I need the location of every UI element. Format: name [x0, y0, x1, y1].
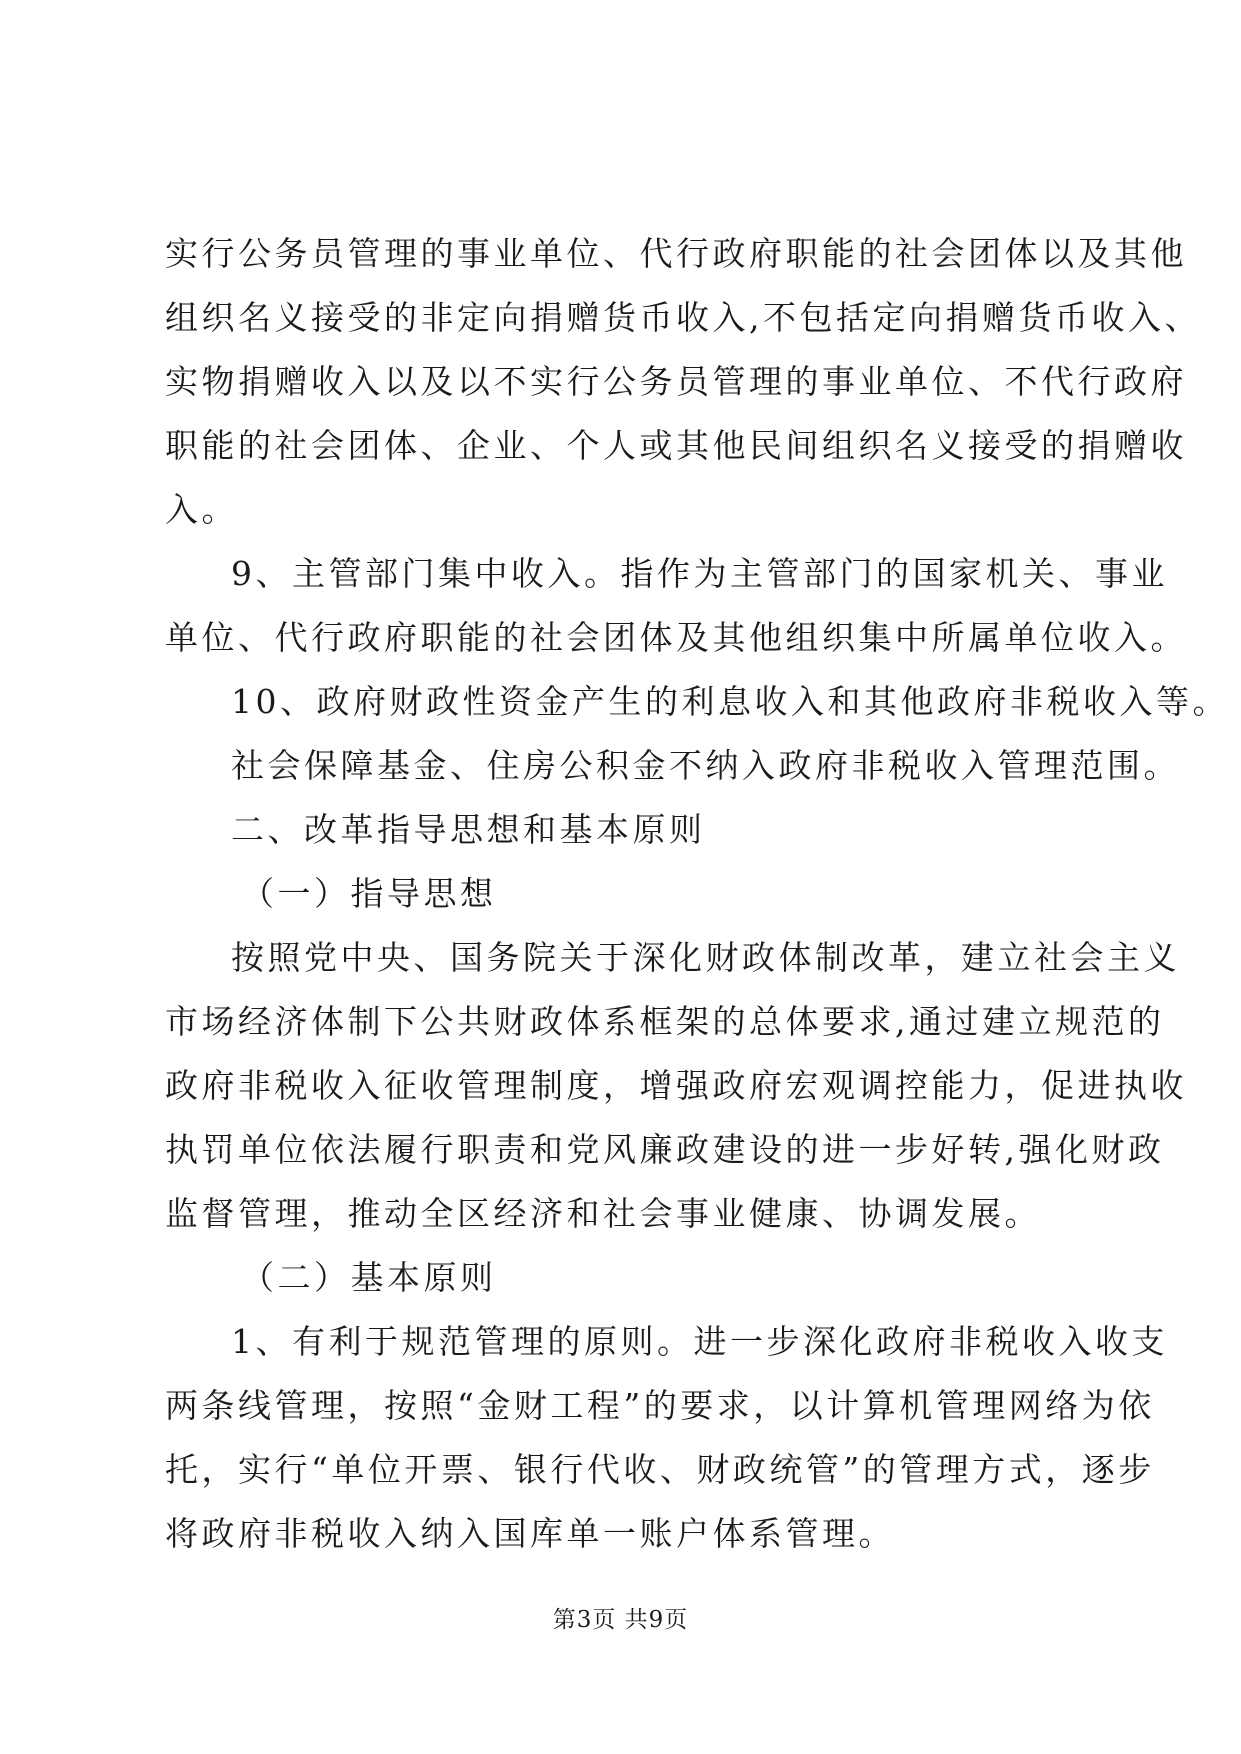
paragraph-start-line: 社会保障基金、住房公积金不纳入政府非税收入管理范围。: [231, 746, 1180, 785]
body-line: 两条线管理，按照“金财工程”的要求，以计算机管理网络为依: [165, 1386, 1155, 1425]
page-footer: [0, 1605, 1241, 1635]
body-line: 职能的社会团体、企业、个人或其他民间组织名义接受的捐赠收: [165, 426, 1187, 465]
paragraph-start-line: 1、有利于规范管理的原则。进一步深化政府非税收入收支: [231, 1322, 1168, 1361]
page-number-label: 第3页 共9页: [552, 1607, 689, 1633]
paragraph-start-line: 10、政府财政性资金产生的利息收入和其他政府非税收入等。: [231, 682, 1229, 721]
body-line: 监督管理，推动全区经济和社会事业健康、协调发展。: [165, 1194, 1041, 1233]
document-body: [165, 231, 1229, 1575]
body-line: 政府非税收入征收管理制度，增强政府宏观调控能力，促进执收: [165, 1066, 1187, 1105]
subsection-heading: （二）基本原则: [241, 1258, 497, 1297]
paragraph-start-line: 9、主管部门集中收入。指作为主管部门的国家机关、事业: [231, 554, 1168, 593]
body-line: 入。: [165, 490, 238, 529]
body-line: 市场经济体制下公共财政体系框架的总体要求,通过建立规范的: [165, 1002, 1165, 1041]
paragraph-start-line: 按照党中央、国务院关于深化财政体制改革，建立社会主义: [231, 938, 1180, 977]
body-line: 将政府非税收入纳入国库单一账户体系管理。: [165, 1514, 895, 1553]
subsection-heading: （一）指导思想: [241, 874, 497, 913]
body-line: 实行公务员管理的事业单位、代行政府职能的社会团体以及其他: [165, 234, 1187, 273]
body-line: 托，实行“单位开票、银行代收、财政统管”的管理方式，逐步: [165, 1450, 1155, 1489]
body-line: 执罚单位依法履行职责和党风廉政建设的进一步好转,强化财政: [165, 1130, 1165, 1169]
body-line: 单位、代行政府职能的社会团体及其他组织集中所属单位收入。: [165, 618, 1187, 657]
body-line: 实物捐赠收入以及以不实行公务员管理的事业单位、不代行政府: [165, 362, 1187, 401]
section-heading: 二、改革指导思想和基本原则: [231, 810, 706, 849]
body-line: 组织名义接受的非定向捐赠货币收入,不包括定向捐赠货币收入、: [165, 298, 1201, 337]
